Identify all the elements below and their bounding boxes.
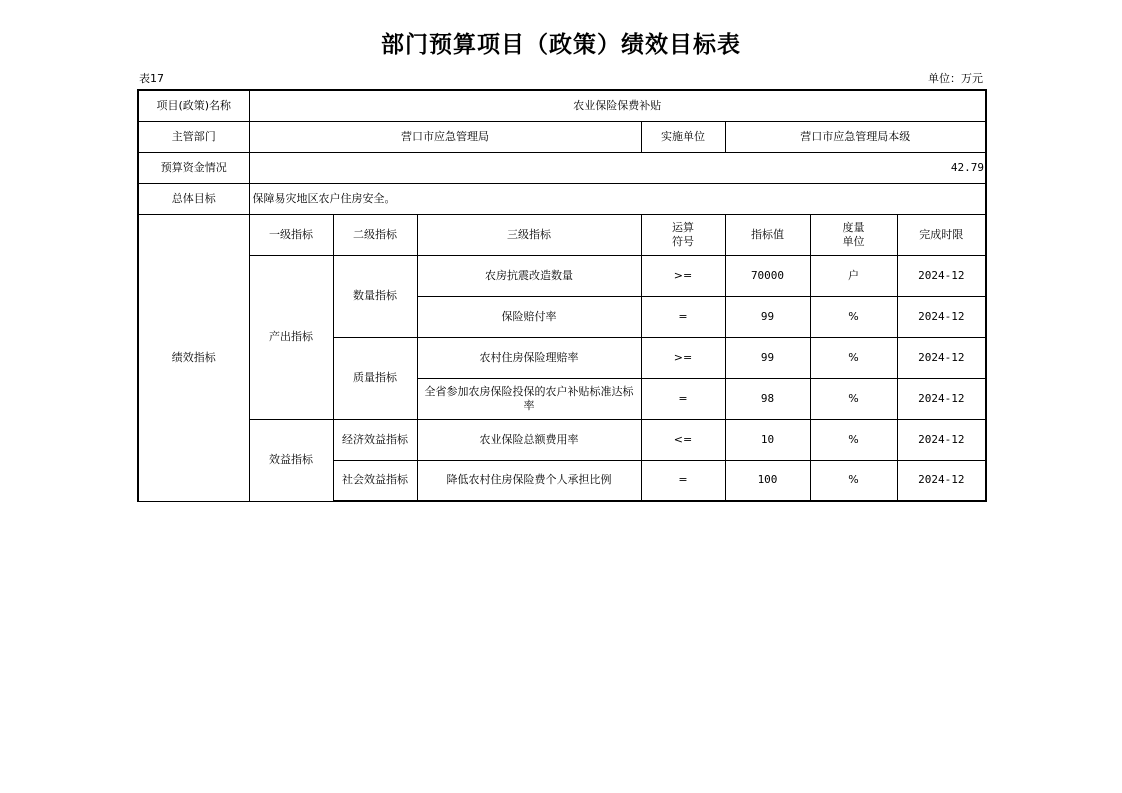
indicator-op: = (641, 378, 725, 419)
project-name-label: 项目(政策)名称 (138, 90, 249, 121)
indicator-name: 降低农村住房保险费个人承担比例 (417, 460, 641, 501)
perf-indicator-label: 绩效指标 (138, 214, 249, 501)
indicator-deadline: 2024-12 (897, 378, 986, 419)
header-unit (810, 214, 897, 255)
table-row (138, 419, 986, 460)
header-unit-line1: 度量 (842, 220, 865, 234)
dept-value: 营口市应急管理局 (249, 121, 641, 152)
indicator-name: 全省参加农房保险投保的农户补贴标准达标率 (417, 378, 641, 419)
indicator-name: 农业保险总额费用率 (417, 419, 641, 460)
indicator-deadline: 2024-12 (897, 255, 986, 296)
indicator-deadline: 2024-12 (897, 296, 986, 337)
indicator-value: 70000 (725, 255, 810, 296)
group-quantity: 数量指标 (333, 255, 417, 337)
group-output: 产出指标 (249, 255, 333, 419)
header-deadline: 完成时限 (897, 214, 986, 255)
table-row (138, 90, 986, 121)
indicator-deadline: 2024-12 (897, 460, 986, 501)
header-operator-line2: 符号 (672, 234, 694, 248)
group-social: 社会效益指标 (333, 460, 417, 501)
header-level1: 一级指标 (249, 214, 333, 255)
unit-label: 单位：万元 (928, 72, 983, 85)
indicator-op: = (641, 296, 725, 337)
indicator-value: 99 (725, 337, 810, 378)
budget-label: 预算资金情况 (138, 152, 249, 183)
group-economic: 经济效益指标 (333, 419, 417, 460)
indicator-unit: % (810, 419, 897, 460)
indicator-op: <= (641, 419, 725, 460)
indicator-unit: 户 (810, 255, 897, 296)
indicator-unit: % (810, 378, 897, 419)
table-row (138, 183, 986, 214)
impl-unit-value: 营口市应急管理局本级 (725, 121, 986, 152)
header-unit-line2: 单位 (842, 234, 865, 248)
table-row (138, 255, 986, 296)
performance-table (137, 89, 987, 502)
page-title: 部门预算项目（政策）绩效目标表 (381, 32, 741, 58)
header-operator (641, 214, 725, 255)
table-header-row (138, 214, 986, 255)
project-name-value: 农业保险保费补贴 (249, 90, 986, 121)
group-benefit: 效益指标 (249, 419, 333, 501)
indicator-deadline: 2024-12 (897, 337, 986, 378)
indicator-name: 保险赔付率 (417, 296, 641, 337)
indicator-name: 农村住房保险理赔率 (417, 337, 641, 378)
header-value: 指标值 (725, 214, 810, 255)
overall-goal-label: 总体目标 (138, 183, 249, 214)
budget-value: 42.79 (249, 152, 986, 183)
indicator-value: 100 (725, 460, 810, 501)
indicator-op: = (641, 460, 725, 501)
dept-label: 主管部门 (138, 121, 249, 152)
indicator-op: >= (641, 255, 725, 296)
indicator-name: 农房抗震改造数量 (417, 255, 641, 296)
group-quality: 质量指标 (333, 337, 417, 419)
indicator-value: 99 (725, 296, 810, 337)
indicator-deadline: 2024-12 (897, 419, 986, 460)
indicator-unit: % (810, 296, 897, 337)
table-number: 表17 (139, 72, 164, 85)
table-row (138, 152, 986, 183)
indicator-value: 98 (725, 378, 810, 419)
indicator-unit: % (810, 460, 897, 501)
impl-unit-label: 实施单位 (641, 121, 725, 152)
header-operator-line1: 运算 (672, 220, 694, 234)
overall-goal-value: 保障易灾地区农户住房安全。 (249, 183, 986, 214)
header-level3: 三级指标 (417, 214, 641, 255)
indicator-value: 10 (725, 419, 810, 460)
indicator-unit: % (810, 337, 897, 378)
indicator-op: >= (641, 337, 725, 378)
header-level2: 二级指标 (333, 214, 417, 255)
table-row (138, 121, 986, 152)
